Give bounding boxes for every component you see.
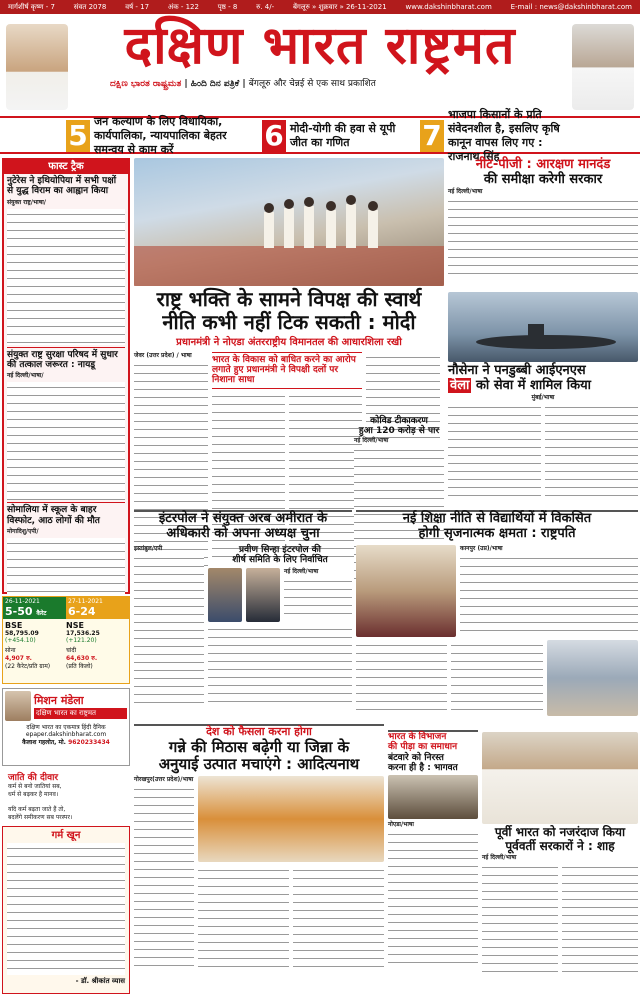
teaser-text: मोदी-योगी की हवा से यूपी जीत का गणित [290, 122, 396, 149]
interpol-dateline-2: नई दिल्ली/भाषा [284, 567, 319, 575]
ad-phone: 9620233434 [68, 739, 110, 746]
nep-photo [356, 545, 456, 637]
interpol-head-1[interactable]: इंटरपोल ने संयुक्त अरब अमीरात के [158, 511, 328, 526]
price: रु. 4/- [256, 3, 275, 11]
gold-unit: (22 कैरेट/प्रति ग्राम) [5, 663, 51, 670]
bhagwat-story [388, 730, 478, 994]
teaser-2[interactable] [262, 120, 412, 152]
nep-photo-2 [547, 640, 638, 716]
interpol-body-col1 [134, 553, 204, 705]
lead-pull-quote: भारत के विकास को बाधित करने का आरोप लगाते हुए प्रधानमंत्री ने विपक्षी दलों पर निशाना साधा [212, 352, 362, 389]
navy-head-2-red[interactable]: वेला [450, 377, 470, 393]
interpol-dateline-1: इस्तांबुल/एपी [134, 544, 163, 552]
neet-story [448, 158, 638, 288]
interpol-story [134, 510, 352, 720]
bse-block [5, 621, 66, 644]
nep-head-2[interactable]: होगी सृजनात्मक क्षमता : राष्ट्रपति [418, 525, 576, 541]
quote-line-4: बदलेंगे समीकरण सब परस्पर। [8, 814, 73, 821]
nep-head-1[interactable]: नई शिक्षा नीति से विद्यार्थियों में विकसित [402, 511, 592, 526]
yogi-body-col1 [134, 784, 194, 970]
fast-track-story1-dateline: संयुक्त राष्ट्र/भाषा/ [7, 198, 46, 206]
bhagwat-body [388, 829, 478, 969]
gold-rate: 5-50 [5, 605, 33, 618]
lead-headline-1[interactable]: राष्ट्र भक्ति के सामने विपक्ष की स्वार्थ [156, 287, 422, 311]
nse-change: (+121.20) [66, 637, 97, 644]
date2: 27-11-2021 [68, 598, 103, 605]
gold-rate-box [3, 597, 66, 619]
yogi-head-3[interactable]: अनुयाई उत्पात मचाएंगे : आदित्यनाथ [158, 754, 360, 773]
interpol-sub-1: प्रवीण सिन्हा इंटरपोल की [238, 544, 321, 555]
shah-story [482, 826, 638, 994]
gold-price-label: सोना [5, 647, 16, 654]
lead-dateline: जेवर (उत्तर प्रदेश) / भाषा [134, 351, 192, 359]
fast-track-story3-body [7, 538, 125, 598]
teaser-number: 7 [420, 120, 444, 152]
ad-portrait [5, 691, 31, 721]
fast-track-story2-body [7, 382, 125, 500]
bhagwat-dateline: नोएडा/भाषा [388, 821, 414, 829]
website[interactable]: www.dakshinbharat.com [405, 3, 492, 11]
issue: अंक - 122 [167, 3, 199, 11]
lead-photo [134, 158, 444, 286]
interpol-body-col3 [208, 624, 352, 702]
right-portrait [572, 24, 634, 110]
fast-track-column [2, 158, 130, 594]
navy-head-1[interactable]: नौसेना ने पनडुब्बी आईएनएस [448, 363, 586, 378]
ad-title: मिशन मंडेला [34, 694, 84, 707]
nse-label: NSE [66, 621, 84, 630]
quote-box-cont [2, 806, 130, 822]
silver-price: 64,630 रु. [66, 655, 98, 662]
yogi-body-col2 [198, 865, 289, 969]
nep-body-col3 [451, 640, 542, 716]
garam-head: गर्म खून [51, 830, 81, 841]
volume: वर्ष - 17 [125, 3, 150, 11]
samvat: संवत 2078 [73, 3, 107, 11]
shah-photo [482, 732, 638, 824]
lead-headline-2[interactable]: नीति कभी नहीं टिक सकती : मोदी [162, 310, 416, 334]
garam-author: - डॉ. श्रीकांत व्यास [75, 977, 125, 985]
teaser-text: भाजपा किसानों के प्रति संवेदनशील है, इसलिए कृषि कानून वापस लिए गए : राजनाथ सिंह [448, 108, 560, 163]
nep-body-col2 [356, 640, 447, 716]
teaser-number: 6 [262, 120, 286, 152]
neet-head-1[interactable]: नीट-पीजी : आरक्षण मानदंड [475, 157, 611, 172]
mishan-mandela-ad[interactable] [2, 688, 130, 766]
hindu-date: मार्गशीर्ष कृष्ण - 7 [8, 3, 55, 11]
teaser-number: 5 [66, 120, 90, 152]
fast-track-story3-head[interactable]: सोमालिया में स्कूल के बाहर विस्फोट, आठ लोगों की मौत [7, 505, 100, 526]
interpol-portrait-2 [246, 568, 280, 622]
city-date: बेंगलूरु » शुक्रवार » 26-11-2021 [292, 3, 387, 11]
bhagwat-head-3[interactable]: बंटवारे को निरस्त [388, 752, 444, 763]
shah-body-col1 [482, 862, 558, 974]
silver-rate-box [66, 597, 129, 619]
bhagwat-photo [388, 775, 478, 819]
ad-phone-label: कैलाश गहलोत, मो. [22, 739, 66, 746]
silver-price-label: चांदी [66, 647, 77, 654]
gold-price: 4,907 रु. [5, 655, 32, 662]
fast-track-story3-dateline: मोगादिशु/एपी/ [7, 528, 39, 536]
fast-track-label: फास्ट ट्रैक [4, 160, 128, 174]
covid-dateline: नई दिल्ली/भाषा [354, 436, 389, 444]
submarine-photo [448, 292, 638, 362]
gold-price-block [5, 646, 66, 670]
yogi-photo [198, 776, 384, 862]
navy-head-2-rest[interactable]: को सेवा में शामिल किया [475, 377, 591, 393]
neet-dateline: नई दिल्ली/भाषा [448, 187, 483, 195]
teaser-1[interactable] [66, 115, 256, 156]
neet-body [448, 196, 638, 280]
pages: पृष्ठ - 8 [217, 3, 238, 11]
garam-khoon-box [2, 826, 130, 994]
top-info-strip [0, 0, 640, 14]
neet-head-2[interactable]: की समीक्षा करेगी सरकार [483, 171, 603, 187]
bhagwat-head-1[interactable]: भारत के विभाजन [388, 732, 447, 742]
hindi-daily: ಹಿಂದಿ ದಿನ ಪತ್ರಿಕೆ [190, 79, 240, 89]
email[interactable]: E-mail : news@dakshinbharat.com [510, 3, 632, 11]
shah-body-col2 [562, 862, 638, 974]
quote-line-1: कर्म से बनो जातियां सब, [8, 783, 62, 790]
interpol-sub-2: शीर्ष समिति के लिए निर्वाचित [232, 555, 328, 566]
navy-body-col2 [545, 402, 638, 496]
lead-deck: प्रधानमंत्री ने नोएडा अंतरराष्ट्रीय विमानतल की आधारशिला रखी [176, 337, 402, 348]
teaser-bar [0, 108, 640, 163]
ad-site[interactable]: epaper.dakshinbharat.com [25, 731, 107, 738]
fast-track-story2-dateline: नई दिल्ली/भाषा/ [7, 372, 44, 380]
nse-block [66, 621, 127, 644]
teaser-3[interactable] [420, 108, 570, 163]
covid-head-1[interactable]: कोविड टीकाकरण [370, 416, 428, 426]
silver-rate: 6-24 [68, 605, 96, 618]
yogi-dateline: गोरखपुर(उत्तर प्रदेश)/भाषा [134, 776, 194, 784]
quote-box [2, 770, 130, 806]
quote-head: जाति की दीवार [8, 773, 59, 783]
teaser-text: जन कल्याण के लिए विधायिका, कार्यपालिका, न्यायपालिका बेहतर समन्वय से काम करें [94, 115, 227, 156]
market-box [2, 596, 130, 684]
shah-head-1[interactable]: पूर्वी भारत को नजरंदाज किया [494, 825, 626, 839]
ad-tag: दक्षिण भारत का एकमात्र हिंदी दैनिक [26, 724, 106, 731]
silver-unit: (प्रति किलो) [66, 663, 93, 670]
gold-rate-label: कैरेट [36, 610, 47, 617]
left-portrait [6, 24, 68, 110]
shah-dateline: नई दिल्ली/भाषा [482, 853, 517, 861]
navy-story [448, 364, 638, 510]
fast-track-story1-head[interactable]: नुटेरेस ने इथियोपिया में सभी पक्षों से युद्ध विराम का आह्वान किया [7, 176, 117, 197]
quote-line-3: यदि कर्म बढ़ता जाते हैं तो, [8, 806, 66, 813]
yogi-head-2[interactable]: गन्ने की मिठास बढ़ेगी या जिन्ना के [168, 737, 350, 756]
bse-change: (+454.10) [5, 637, 36, 644]
navy-body-col1 [448, 402, 541, 496]
covid-head-2[interactable]: हुआ 120 करोड़ से पार [358, 426, 440, 437]
yogi-body-col3 [293, 865, 384, 969]
navy-dateline: मुंबई/भाषा [531, 393, 555, 401]
silver-price-block [66, 646, 127, 670]
editions: बेंगलूरु और चेन्नई से एक साथ प्रकाशित [248, 79, 376, 89]
bse-value: 58,795.09 [5, 630, 39, 637]
nep-story [356, 510, 638, 730]
ad-subtitle: दक्षिण भारत का राष्ट्रमत [34, 708, 127, 719]
lead-photo-art [134, 158, 444, 286]
yogi-head-1[interactable]: देश को फैसला करना होगा [206, 725, 312, 738]
kannada-name: ದಕ್ಷಿಣ ಭಾರತ ರಾಷ್ಟ್ರಮತ [110, 79, 182, 89]
bhagwat-head-4[interactable]: करना ही है : भागवत [388, 763, 458, 774]
interpol-body-col2 [284, 576, 352, 620]
bse-label: BSE [5, 621, 23, 630]
nse-value: 17,536.25 [66, 630, 100, 637]
nep-body-col1 [460, 553, 638, 633]
nep-dateline: कानपुर (उप्र)/भाषा [460, 544, 503, 552]
interpol-portrait-1 [208, 568, 242, 622]
yogi-story [134, 724, 384, 994]
date1: 26-11-2021 [5, 598, 40, 605]
quote-line-2: धर्म से बढ़कर है मानव। [8, 791, 59, 798]
fast-track-story1-body [7, 209, 125, 345]
submarine-art [448, 292, 638, 362]
fast-track-story2-head[interactable]: संयुक्त राष्ट्र सुरक्षा परिषद में सुधार की तत्काल जरूरत : नायडू [7, 349, 118, 371]
garam-body [7, 843, 125, 975]
bhagwat-head-2[interactable]: की पीड़ा का समाधान [388, 742, 458, 753]
shah-head-2[interactable]: पूर्ववर्ती सरकारों ने : शाह [505, 838, 615, 853]
interpol-head-2[interactable]: अधिकारी को अपना अध्यक्ष चुना [166, 525, 320, 541]
masthead-subline: ದಕ್ಷಿಣ ಭಾರತ ರಾಷ್ಟ್ರಮತ | ಹಿಂದಿ ದಿನ ಪತ್ರಿಕೆ | बेंगलूरु और चेन्नई से एक साथ प्रकाशित [110, 79, 376, 89]
newspaper-title: दक्षिण भारत राष्ट्रमत [124, 16, 516, 76]
